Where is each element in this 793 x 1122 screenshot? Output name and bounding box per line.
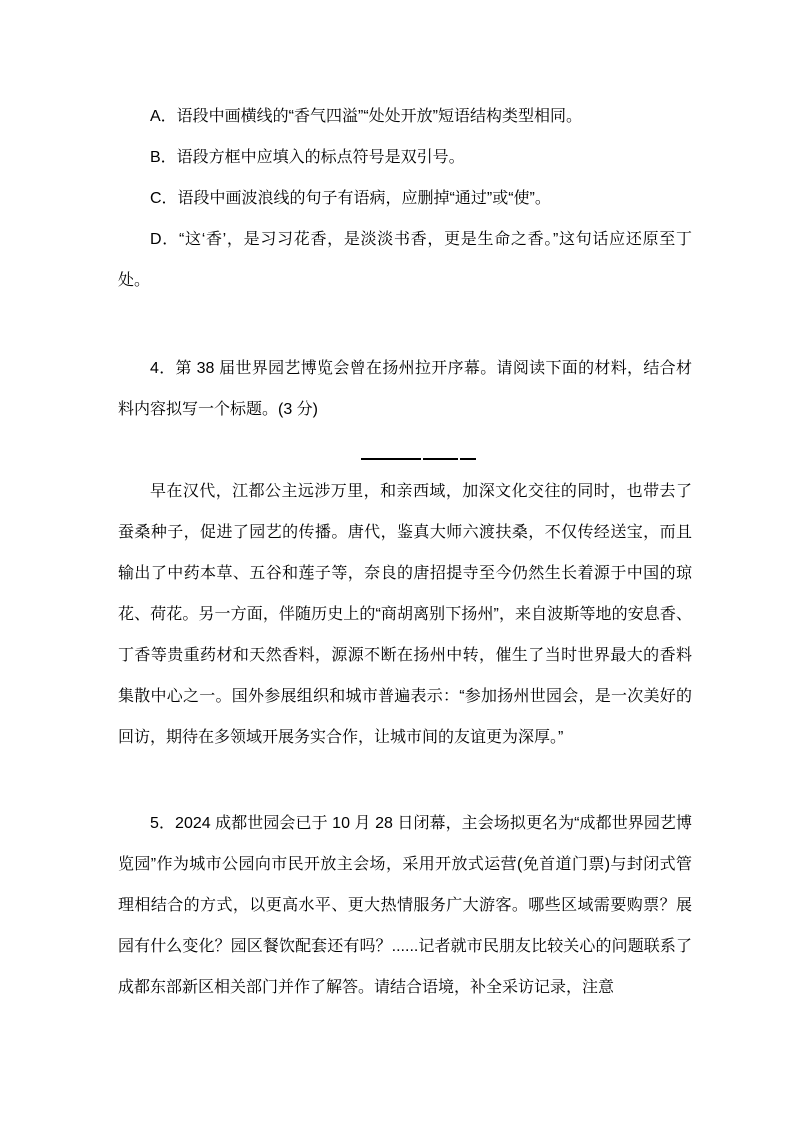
title-answer-blank-row	[131, 430, 705, 471]
question-5	[118, 803, 692, 1008]
question-4	[118, 348, 692, 758]
question-4-material: 早在汉代，江都公主远涉万里，和亲西域，加深文化交往的同时，也带去了蚕桑种子，促进了园艺的传播。唐代，鉴真大师六渡扶桑，不仅传经送宝，而且输出了中药本草、五谷和莲子等，奈良的唐招提寺至今仍然生长着源于中国的琼花、荷花。另一方面，伴随历史上的“商胡离别下扬州”，来自波斯等地的安息香、丁香等贵重药材和天然香料，源源不断在扬州中转，催生了当时世界最大的香料集散中心之一。国外参展组织和城市普遍表示：“参加扬州世园会，是一次美好的回访，期待在多领域开展务实合作，让城市间的友谊更为深厚。”	[118, 483, 692, 746]
question-5-prompt: 5．2024 成都世园会已于 10 月 28 日闭幕，主会场拟更名为“成都世界园艺博览园”作为城市公园向市民开放主会场，采用开放式运营(免首道门票)与封闭式管理相结合的方式，以更高水平、更大热情服务广大游客。哪些区域需要购票？展园有什么变化？园区餐饮配套还有吗？......记者就市民朋友比较关心的问题联系了成都东部新区相关部门并作了解答。请结合语境，补全采访记录，注意	[118, 815, 692, 996]
answer-blank-segment	[423, 430, 458, 460]
option-a: A．语段中画横线的“香气四溢”“处处开放”短语结构类型相同。	[150, 108, 582, 125]
option-c: C．语段中画波浪线的句子有语病，应删掉“通过”或“使”。	[150, 190, 551, 207]
question-4-prompt: 4．第 38 届世界园艺博览会曾在扬州拉开序幕。请阅读下面的材料，结合材料内容拟写一个标题。(3 分)	[118, 360, 692, 418]
option-d: D．“这‘香’，是习习花香，是淡淡书香，更是生命之香。”这句话应还原至丁处。	[118, 231, 692, 289]
option-b: B．语段方框中应填入的标点符号是双引号。	[150, 149, 465, 166]
multiple-choice-options	[118, 96, 692, 301]
answer-blank-segment	[361, 430, 421, 460]
answer-blank-segment	[460, 430, 476, 460]
